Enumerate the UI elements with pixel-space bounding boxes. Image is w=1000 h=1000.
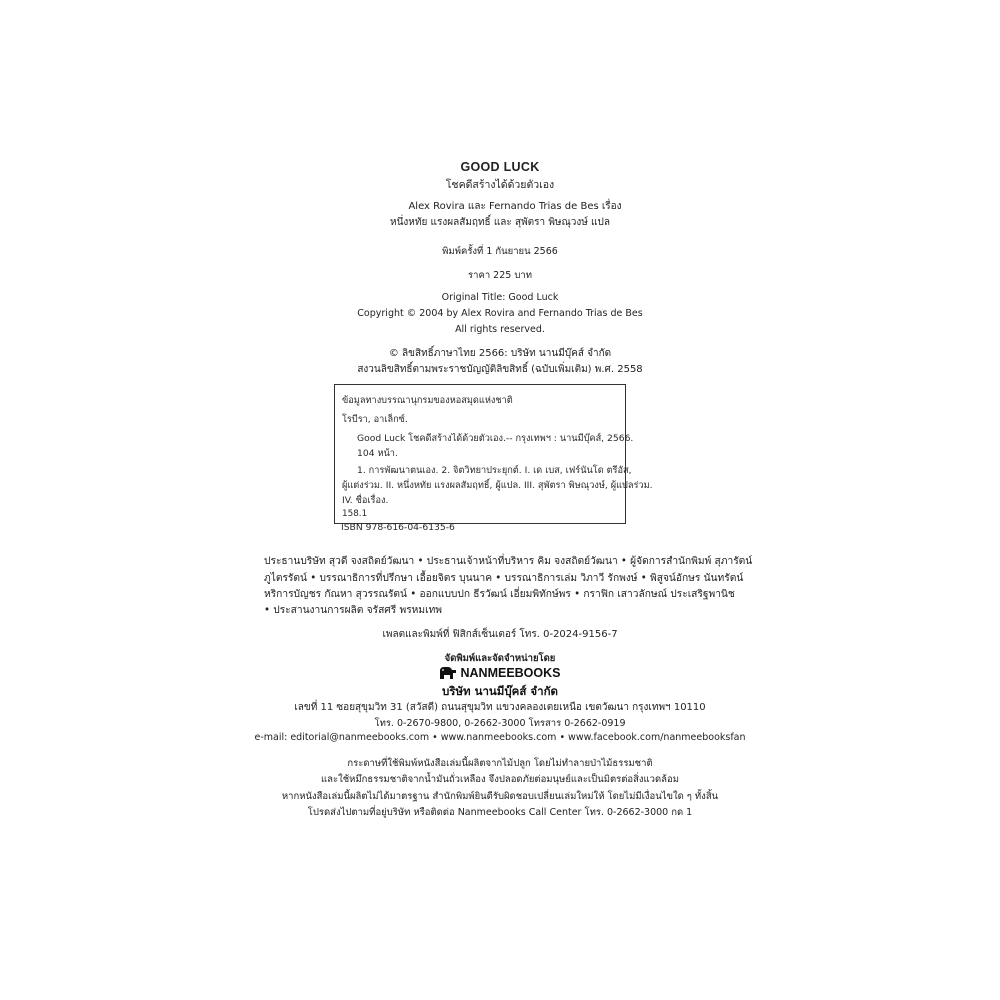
staff-line-2: ภูไตรรัตน์ • บรรณาธิการที่ปรึกษา เอื้อยจิตร บุนนาค • บรรณาธิการเล่ม วิภาวี รักพงษ์ • พิสูจน์อักษร นันทรัตน์ — [264, 573, 744, 584]
cip-subjects-1: 1. การพัฒนาตนเอง. 2. จิตวิทยาประยุกต์. I. เด เบส, เฟร์นันโด ตรีอัส, — [357, 465, 632, 476]
cip-author: โรบีรา, อาเล็กซ์. — [342, 414, 408, 425]
translators-line: หนึ่งหทัย แรงผลสัมฤทธิ์ และ สุพัตรา พิษณุวงษ์ แปล — [390, 217, 610, 228]
publisher-logo-text: NANMEEBOOKS — [460, 666, 561, 680]
paper-note-line-2: และใช้หมึกธรรมชาติจากน้ำมันถั่วเหลือง จึงปลอดภัยต่อมนุษย์และเป็นมิตรต่อสิ่งแวดล้อม — [321, 774, 679, 785]
cip-classification: 158.1 — [342, 509, 368, 519]
publisher-phones: โทร. 0-2670-9800, 0-2662-3000 โทรสาร 0-2662-0919 — [374, 718, 626, 729]
staff-line-4: • ประสานงานการผลิต จรัสศรี พรหมเทพ — [264, 605, 443, 616]
price-line: ราคา 225 บาท — [468, 270, 532, 281]
cip-subjects-3: IV. ชื่อเรื่อง. — [342, 495, 389, 506]
book-title: GOOD LUCK — [460, 160, 540, 174]
authors-line: Alex Rovira และ Fernando Trias de Bes เรื่อง — [408, 201, 622, 212]
cip-entry: Good Luck โชคดีสร้างได้ด้วยตัวเอง.-- กรุงเทพฯ : นานมีบุ๊คส์, 2566. — [357, 433, 634, 444]
original-title-line: Original Title: Good Luck — [441, 292, 559, 303]
thai-law-line: สงวนลิขสิทธิ์ตามพระราชบัญญัติลิขสิทธิ์ (ฉบับเพิ่มเติม) พ.ศ. 2558 — [357, 364, 643, 375]
publisher-company: บริษัท นานมีบุ๊คส์ จำกัด — [441, 684, 559, 698]
staff-line-1: ประธานบริษัท สุวดี จงสถิตย์วัฒนา • ประธานเจ้าหน้าที่บริหาร คิม จงสถิตย์วัฒนา • ผู้จัดการสำนักพิมพ์ สุภารัตน์ — [264, 556, 753, 567]
cip-heading: ข้อมูลทางบรรณานุกรมของหอสมุดแห่งชาติ — [342, 395, 513, 406]
thai-rights-line: © ลิขสิทธิ์ภาษาไทย 2566: บริษัท นานมีบุ๊คส์ จำกัด — [388, 348, 612, 359]
cip-isbn: ISBN 978-616-04-6135-6 — [341, 522, 455, 533]
book-subtitle: โชคดีสร้างได้ด้วยตัวเอง — [445, 179, 555, 191]
quality-note-line-1: หากหนังสือเล่มนี้ผลิตไม่ได้มาตรฐาน สำนักพิมพ์ยินดีรับผิดชอบเปลี่ยนเล่มใหม่ให้ โดยไม่มีเงื่อนไขใด ๆ ทั้งสิ้น — [281, 791, 719, 802]
publisher-logo — [0, 665, 1000, 684]
cip-pages: 104 หน้า. — [357, 448, 398, 459]
quality-note-line-2: โปรดส่งไปตามที่อยู่บริษัท หรือติดต่อ Nanmeebooks Call Center โทร. 0-2662-3000 กด 1 — [307, 807, 693, 818]
publisher-label: จัดพิมพ์และจัดจำหน่ายโดย — [444, 653, 556, 664]
rights-line: All rights reserved. — [455, 324, 545, 335]
cip-subjects-2: ผู้แต่งร่วม. II. หนึ่งหทัย แรงผลสัมฤทธิ์, ผู้แปล. III. สุพัตรา พิษณุวงษ์, ผู้แปลร่วม. — [342, 480, 653, 491]
nanmee-mascot-icon — [439, 666, 457, 680]
paper-note-line-1: กระดาษที่ใช้พิมพ์หนังสือเล่มนี้ผลิตจากไม้ปลูก โดยไม่ทำลายป่าไม้ธรรมชาติ — [347, 758, 653, 769]
printer-line: เพลตและพิมพ์ที่ ฟิสิกส์เซ็นเตอร์ โทร. 0-2024-9156-7 — [382, 629, 618, 640]
copyright-line: Copyright © 2004 by Alex Rovira and Fernando Trias de Bes — [357, 308, 643, 319]
publisher-address: เลขที่ 11 ซอยสุขุมวิท 31 (สวัสดี) ถนนสุขุมวิท แขวงคลองเตยเหนือ เขตวัฒนา กรุงเทพฯ 10110 — [294, 702, 706, 713]
printing-line: พิมพ์ครั้งที่ 1 กันยายน 2566 — [442, 246, 558, 257]
publisher-online: e-mail: editorial@nanmeebooks.com • www.nanmeebooks.com • www.facebook.com/nanmeebooksfan — [254, 732, 746, 743]
cip-box — [334, 384, 653, 524]
staff-line-3: หริการบัญชร กัณหา สุวรรณรัตน์ • ออกแบบปก ธีรวัฒน์ เอี่ยมพิทักษ์พร • กราฟิก เสาวลักษณ์ ประเสริฐพานิช — [264, 589, 735, 600]
